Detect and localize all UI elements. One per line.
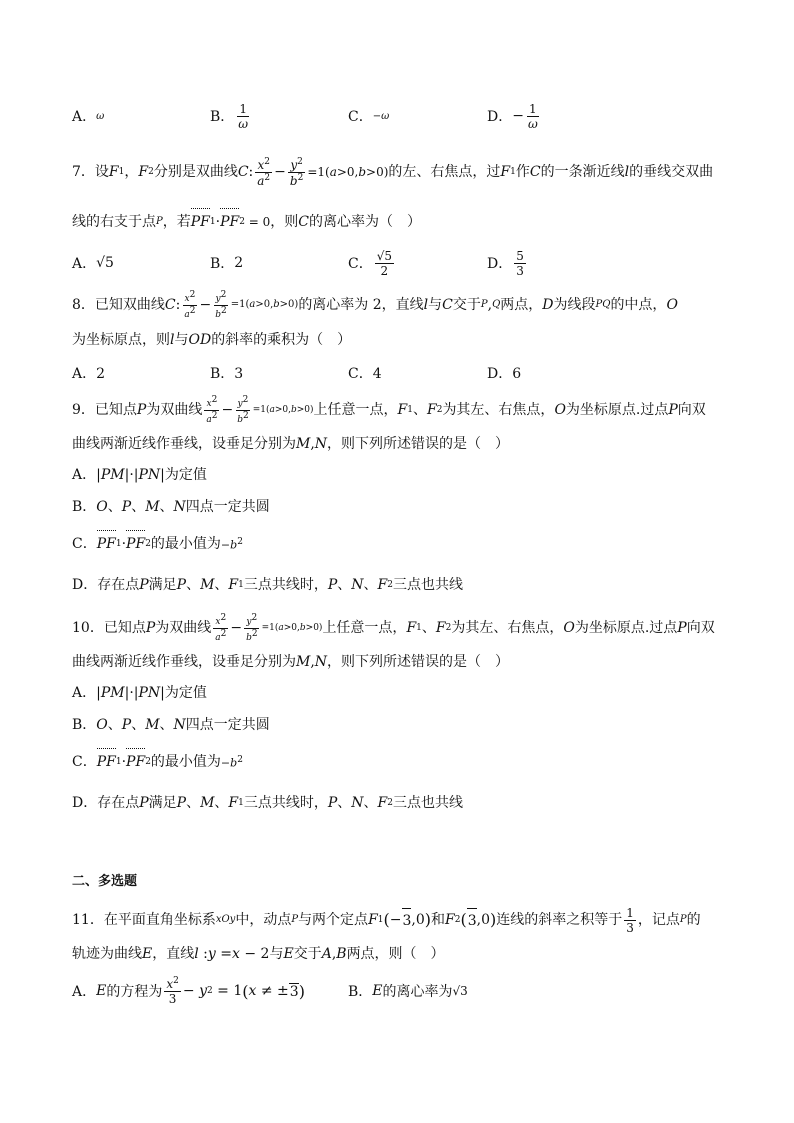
q6-option-d: D． − $\frac{1}{\omega}$	[487, 101, 538, 131]
q9-option-b: B． O 、 P 、 M 、 N 四点一定共圆	[72, 499, 270, 515]
q6-option-c: C． −ω	[348, 109, 390, 125]
q9-stem-line2: 曲线两渐近线作垂线，设垂足分别为 M , N ，则下列所述错误的是（ ）	[72, 436, 510, 452]
q10-option-d: D．存在点 P 满足 P 、 M 、 F 1 三点共线时， P 、 N 、 F 2 三点也共线	[72, 795, 463, 811]
q9-option-d: D．存在点 P 满足 P 、 M 、 F 1 三点共线时， P 、 N 、 F 2 三点也共线	[72, 577, 463, 593]
q7-option-a: A． √5	[72, 255, 114, 272]
q6-option-a: A． ω	[72, 109, 105, 125]
q9-option-c: C． PF 1 · PF 2 的最小值为 $-b^2$	[72, 532, 243, 556]
q7-stem-line1: 7．设 F 1 ， F 2 分别是双曲线 C : $\frac{x^2}{a^2}$ − $\frac{y^2}{b^2}$ =1(a>0,b>0) 的左、右焦点，过 F 1 作 C 的一条渐近线 l 的垂线交双曲	[72, 156, 714, 188]
q8-option-d: D．6	[487, 366, 522, 382]
q10-option-c: C． PF 1 · PF 2 的最小值为 $-b^2$	[72, 750, 243, 774]
q7-stem-line2: 线的右支于点 P ，若 PF 1 · PF 2 = 0 ，则 C 的离心率为（ ）	[72, 210, 421, 234]
q9-option-a: A． | PM |·| PN | 为定值	[72, 467, 207, 483]
q7-option-d: D． $\frac{5}{3}$	[487, 248, 524, 278]
q8-stem-line2: 为坐标原点，则 l 与 OD 的斜率的乘积为（ ）	[72, 332, 352, 348]
section-title-multiple-choice: 二、多选题	[72, 874, 138, 889]
q10-option-a: A． | PM |·| PN | 为定值	[72, 685, 207, 701]
q8-option-a: A．2	[72, 366, 106, 382]
q11-stem-line1: 11．在平面直角坐标系 xOy 中，动点 P 与两个定点 F 1 ( − 3 ,0 ) 和 F 2 ( 3 ,0 ) 连线的斜率之积等于 $\frac{1}{3}$ ，记点 P 的	[72, 905, 701, 935]
q8-option-b: B．3	[210, 366, 244, 382]
q6-option-b: B． $\frac{1}{\omega}$	[210, 101, 249, 131]
q10-option-b: B． O 、 P 、 M 、 N 四点一定共圆	[72, 717, 270, 733]
q9-stem-line1: 9．已知点 P 为双曲线 $\frac{x2}{a2}$ − $\frac{y2}{b2}$ =1(a>0,b>0) 上任意一点， F 1 、 F 2 为其左、右焦点， O 为坐标原点.过点 P 向双	[72, 394, 706, 425]
q11-option-b: B． E 的离心率为 √3	[348, 983, 468, 1000]
q11-option-a: A． E 的方程为 $\frac{x^2}{3}$ − y 2 = 1 ( x ≠ ± 3 )	[72, 976, 305, 1006]
q7-option-b: B． 2	[210, 255, 244, 272]
q10-stem-line2: 曲线两渐近线作垂线，设垂足分别为 M , N ，则下列所述错误的是（ ）	[72, 654, 510, 670]
q10-stem-line1: 10．已知点 P 为双曲线 $\frac{x2}{a2}$ − $\frac{y2}{b2}$ =1(a>0,b>0) 上任意一点， F 1 、 F 2 为其左、右焦点， O 为坐标原点.过点 P 向双	[72, 612, 715, 643]
q7-option-c: C． $\frac{√5}{2}$	[348, 248, 392, 278]
q11-stem-line2: 轨迹为曲线 E ，直线 l : y = x − 2 与 E 交于 A , B 两点，则（ ）	[72, 946, 445, 962]
q8-stem-line1: 8．已知双曲线 C : $\frac{x2}{a2}$ − $\frac{y2}{b2}$ =1(a>0,b>0) 的离心率为 2，直线 l 与 C 交于 P , Q 两点， D 为线段 PQ 的中点， O	[72, 289, 678, 320]
q8-option-c: C．4	[348, 366, 382, 382]
